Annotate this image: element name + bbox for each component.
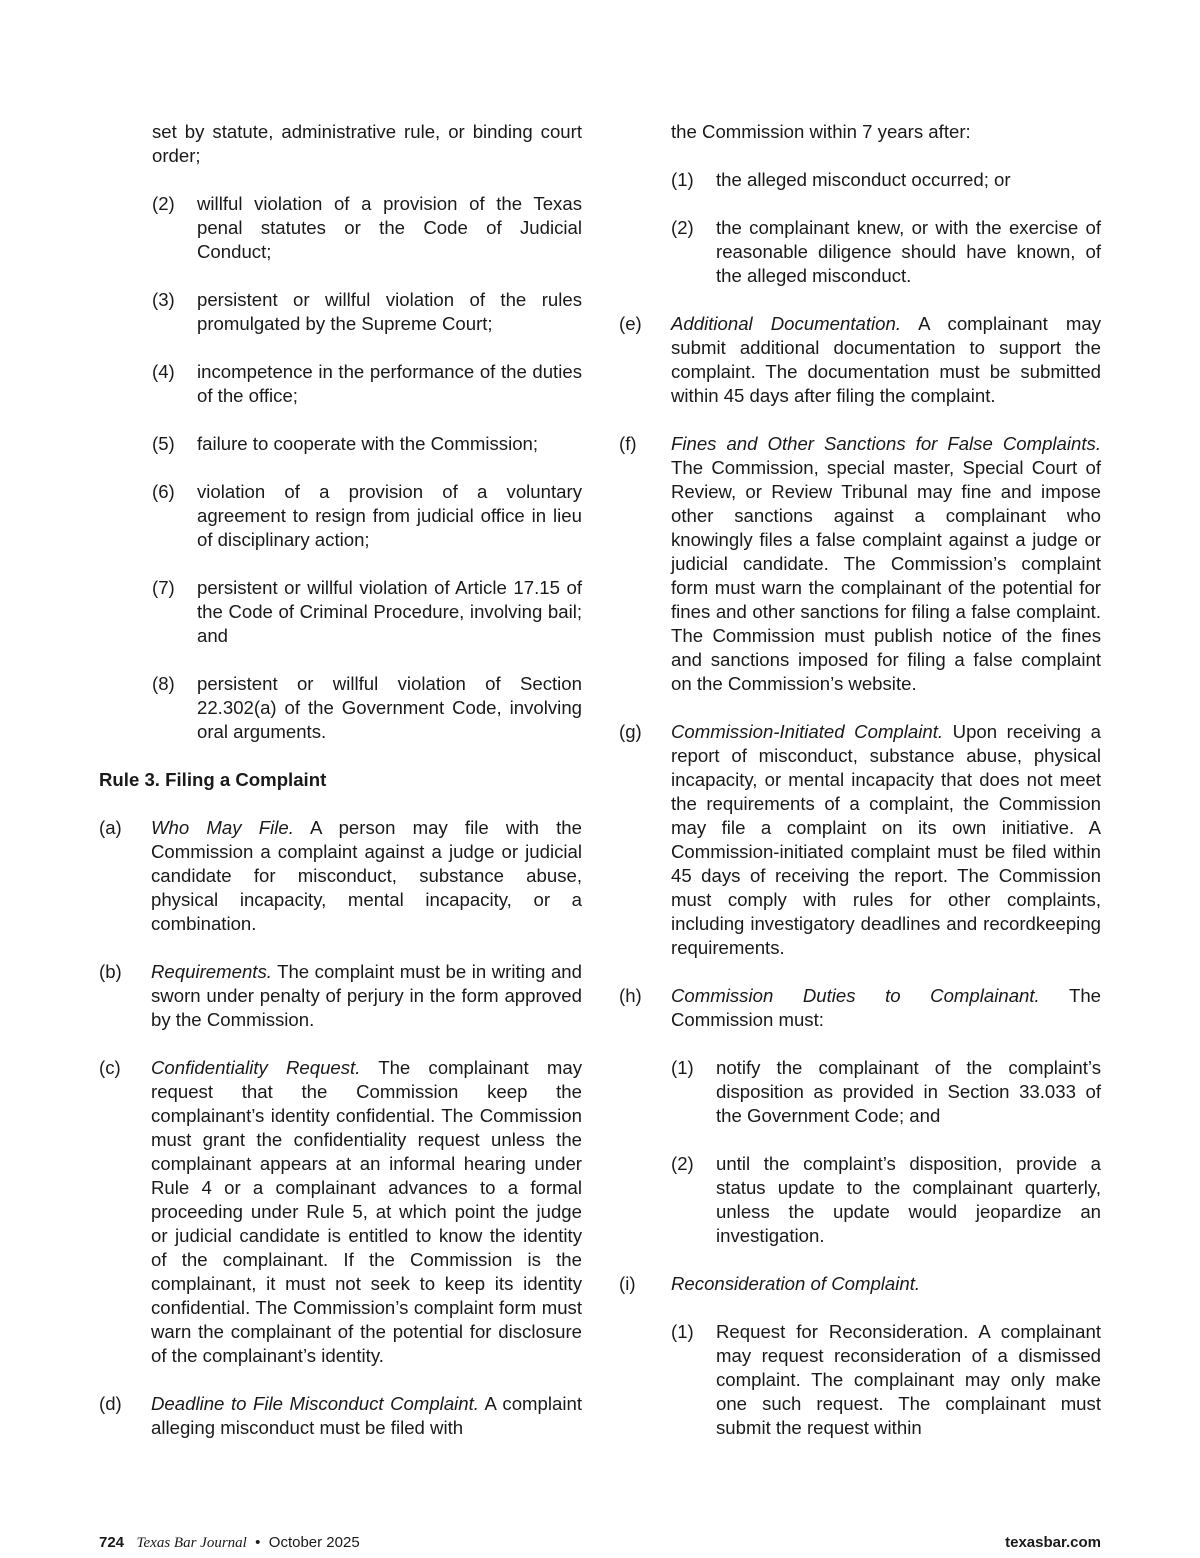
page-number: 724 <box>99 1534 125 1551</box>
list-item: (2) the complainant knew, or with the exercise of reasonable diligence should have known, of the alleged misconduct. <box>671 217 1101 286</box>
section-h: (h) Commission Duties to Complainant. The Commission must: <box>619 985 1101 1030</box>
section-f: (f) Fines and Other Sanctions for False Complaints. The Commission, special master, Special Court of Review, or Review Tribunal may fine and impose other sanctions against a complainant who knowingly files a false complaint against a judge or judicial candidate. The Commission’s complaint form must warn the complainant of the potential for fines and other sanctions for filing a false complaint. The Commission must publish notice of the fines and sanctions imposed for filing a false complaint on the Commission’s website. <box>619 433 1101 694</box>
list-item: (2) willful violation of a provision of the Texas penal statutes or the Code of Judicial Conduct; <box>152 193 582 262</box>
continued-paragraph: set by statute, administrative rule, or binding court order; <box>152 121 582 166</box>
journal-title: Texas Bar Journal <box>136 1535 247 1551</box>
footer-left <box>99 1533 360 1553</box>
list-item: (2) until the complaint’s disposition, provide a status update to the complainant quarterly, unless the update would jeopardize an investigation. <box>671 1153 1101 1246</box>
list-item: (1) Request for Reconsideration. A complainant may request reconsideration of a dismissed complaint. The complainant may only make one such request. The complainant must submit the request within <box>671 1321 1101 1438</box>
issue-date: October 2025 <box>268 1534 360 1551</box>
left-column <box>99 120 582 1464</box>
list-item: (5) failure to cooperate with the Commission; <box>152 433 539 454</box>
rule-heading: Rule 3. Filing a Complaint <box>99 769 327 790</box>
section-i: (i) Reconsideration of Complaint. <box>619 1273 921 1294</box>
list-item: (3) persistent or willful violation of the rules promulgated by the Supreme Court; <box>152 289 582 334</box>
list-item: (1) notify the complainant of the complaint’s disposition as provided in Section 33.033 of the Government Code; and <box>671 1057 1101 1126</box>
list-item: (7) persistent or willful violation of Article 17.15 of the Code of Criminal Procedure, involving bail; and <box>152 577 582 646</box>
list-item: (1) the alleged misconduct occurred; or <box>671 169 1011 190</box>
page-footer <box>99 1533 1101 1555</box>
bullet-separator: • <box>255 1534 261 1551</box>
list-item: (4) incompetence in the performance of the duties of the office; <box>152 361 582 406</box>
section-b: (b) Requirements. The complaint must be in writing and sworn under penalty of perjury in the form approved by the Commission. <box>99 961 582 1030</box>
site-link[interactable]: texasbar.com <box>1005 1534 1101 1551</box>
continued-paragraph: the Commission within 7 years after: <box>671 121 971 142</box>
section-e: (e) Additional Documentation. A complainant may submit additional documentation to support the complaint. The documentation must be submitted within 45 days after filing the complaint. <box>619 313 1102 406</box>
section-c: (c) Confidentiality Request. The complainant may request that the Commission keep the complainant’s identity confidential. The Commission must grant the confidentiality request unless the complainant appears at an informal hearing under Rule 4 or a complainant advances to a formal proceeding under Rule 5, at which point the judge or judicial candidate is entitled to know the identity of the complainant. If the Commission is the complainant, it must not seek to keep its identity confidential. The Commission’s complaint form must warn the complainant of the potential for disclosure of the complainant’s identity. <box>99 1057 582 1366</box>
section-g: (g) Commission-Initiated Complaint. Upon receiving a report of misconduct, substance abuse, physical incapacity, or mental incapacity that does not meet the requirements of a complaint, the Commission may file a complaint on its own initiative. A Commission-initiated complaint must be filed within 45 days of receiving the report. The Commission must comply with rules for other complaints, including investigatory deadlines and recordkeeping requirements. <box>619 721 1102 958</box>
list-item: (8) persistent or willful violation of Section 22.302(a) of the Government Code, involving oral arguments. <box>152 673 582 742</box>
section-d: (d) Deadline to File Misconduct Complaint. A complaint alleging misconduct must be filed with <box>99 1393 582 1438</box>
right-column <box>619 120 1101 1464</box>
list-item: (6) violation of a provision of a voluntary agreement to resign from judicial office in lieu of disciplinary action; <box>152 481 582 550</box>
section-a: (a) Who May File. A person may file with the Commission a complaint against a judge or judicial candidate for misconduct, substance abuse, physical incapacity, mental incapacity, or a combination. <box>99 817 582 934</box>
